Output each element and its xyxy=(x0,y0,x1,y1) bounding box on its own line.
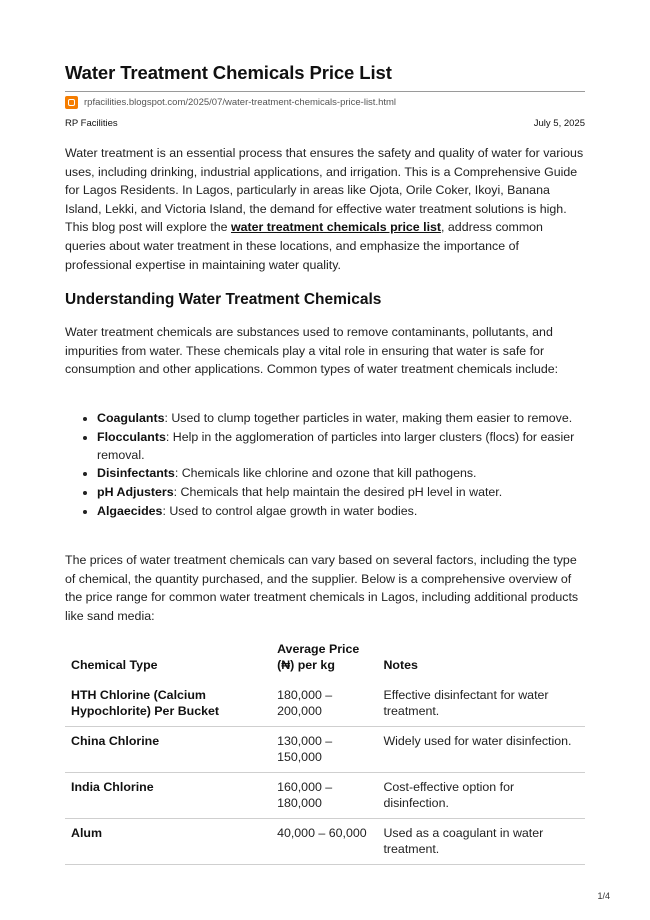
prices-paragraph: The prices of water treatment chemicals can vary based on several factors, including the type of chemical, the quantity purchased, and the supplier. Below is a comprehensive overview of the price range for common water treatment chemicals in Lagos, including additional products like sand media: xyxy=(65,553,579,623)
header-chemical-type: Chemical Type xyxy=(71,657,158,672)
table-row xyxy=(65,727,585,773)
intro-paragraph xyxy=(65,144,585,274)
list-item-term: Disinfectants xyxy=(97,466,175,481)
list-item-desc: : Used to control algae growth in water bodies. xyxy=(162,503,418,518)
list-item xyxy=(97,465,587,483)
price-table xyxy=(65,640,585,865)
list-item-term: pH Adjusters xyxy=(97,485,174,500)
publish-date: July 5, 2025 xyxy=(533,118,585,129)
header-average-price: Average Price (₦) per kg xyxy=(277,642,360,672)
list-item-desc: : Chemicals like chlorine and ozone that kill pathogens. xyxy=(174,466,477,481)
list-item-desc: : Used to clump together particles in water, making them easier to remove. xyxy=(164,411,573,425)
list-item-term: Coagulants xyxy=(97,411,165,425)
list-item-desc: : Help in the agglomeration of particles into larger clusters (flocs) for easier removal. xyxy=(97,429,575,462)
cell-notes: Used as a coagulant in water treatment. xyxy=(383,826,544,856)
table-row xyxy=(65,819,585,865)
table-row xyxy=(65,681,585,727)
list-item xyxy=(97,410,587,428)
blogger-icon xyxy=(65,96,78,109)
cell-price: 40,000 – 60,000 xyxy=(277,826,367,840)
table-row xyxy=(65,773,585,819)
price-list-link[interactable]: water treatment chemicals price list xyxy=(230,220,442,235)
list-item xyxy=(97,503,587,521)
section-heading: Understanding Water Treatment Chemicals xyxy=(65,291,382,308)
intro-text-before: Water treatment is an essential process that ensures the safety and quality of water for various uses, including drinking, industrial applications, and irrigation. This is a Comprehensive Guide for Lagos Residents. In Lagos, particularly in areas like Ojota, Orile Coker, Ikoyi, Banana Island, Lekki, and Victoria Island, the demand for effective water treatment solutions is high. This blog post will explore the xyxy=(65,146,584,235)
intro-text-after: , address common queries about water treatment in these locations, and emphasize the importance of professional expertise in maintaining water quality. xyxy=(65,220,543,272)
source-line xyxy=(65,96,396,109)
list-item xyxy=(97,429,587,465)
cell-chemical-type: China Chlorine xyxy=(71,734,160,748)
author-name: RP Facilities xyxy=(65,118,118,129)
title-divider xyxy=(65,91,585,92)
table-header-row xyxy=(65,640,585,681)
list-item xyxy=(97,484,587,502)
cell-notes: Cost-effective option for disinfection. xyxy=(383,780,515,810)
list-item-term: Flocculants xyxy=(97,429,166,444)
cell-chemical-type: India Chlorine xyxy=(71,780,154,794)
list-item-desc: : Chemicals that help maintain the desired pH level in water. xyxy=(173,485,503,500)
list-item-term: Algaecides xyxy=(97,503,163,518)
cell-price: 180,000 – 200,000 xyxy=(277,688,333,718)
cell-price: 160,000 – 180,000 xyxy=(277,780,333,810)
chemical-types-list xyxy=(65,410,587,522)
cell-chemical-type: Alum xyxy=(71,826,102,840)
header-notes: Notes xyxy=(383,657,418,672)
source-url[interactable]: rpfacilities.blogspot.com/2025/07/water-treatment-chemicals-price-list.html xyxy=(84,97,397,108)
cell-chemical-type: HTH Chlorine (Calcium Hypochlorite) Per Bucket xyxy=(71,688,220,718)
cell-price: 130,000 – 150,000 xyxy=(277,734,333,764)
cell-notes: Widely used for water disinfection. xyxy=(383,734,572,748)
page-number: 1/4 xyxy=(597,891,610,901)
section-paragraph: Water treatment chemicals are substances used to remove contaminants, pollutants, and impurities from water. These chemicals play a vital role in ensuring that water is safe for consumption and other applications. Common types of water treatment chemicals include: xyxy=(65,325,559,377)
cell-notes: Effective disinfectant for water treatment. xyxy=(383,688,549,718)
page-title: Water Treatment Chemicals Price List xyxy=(65,62,392,83)
